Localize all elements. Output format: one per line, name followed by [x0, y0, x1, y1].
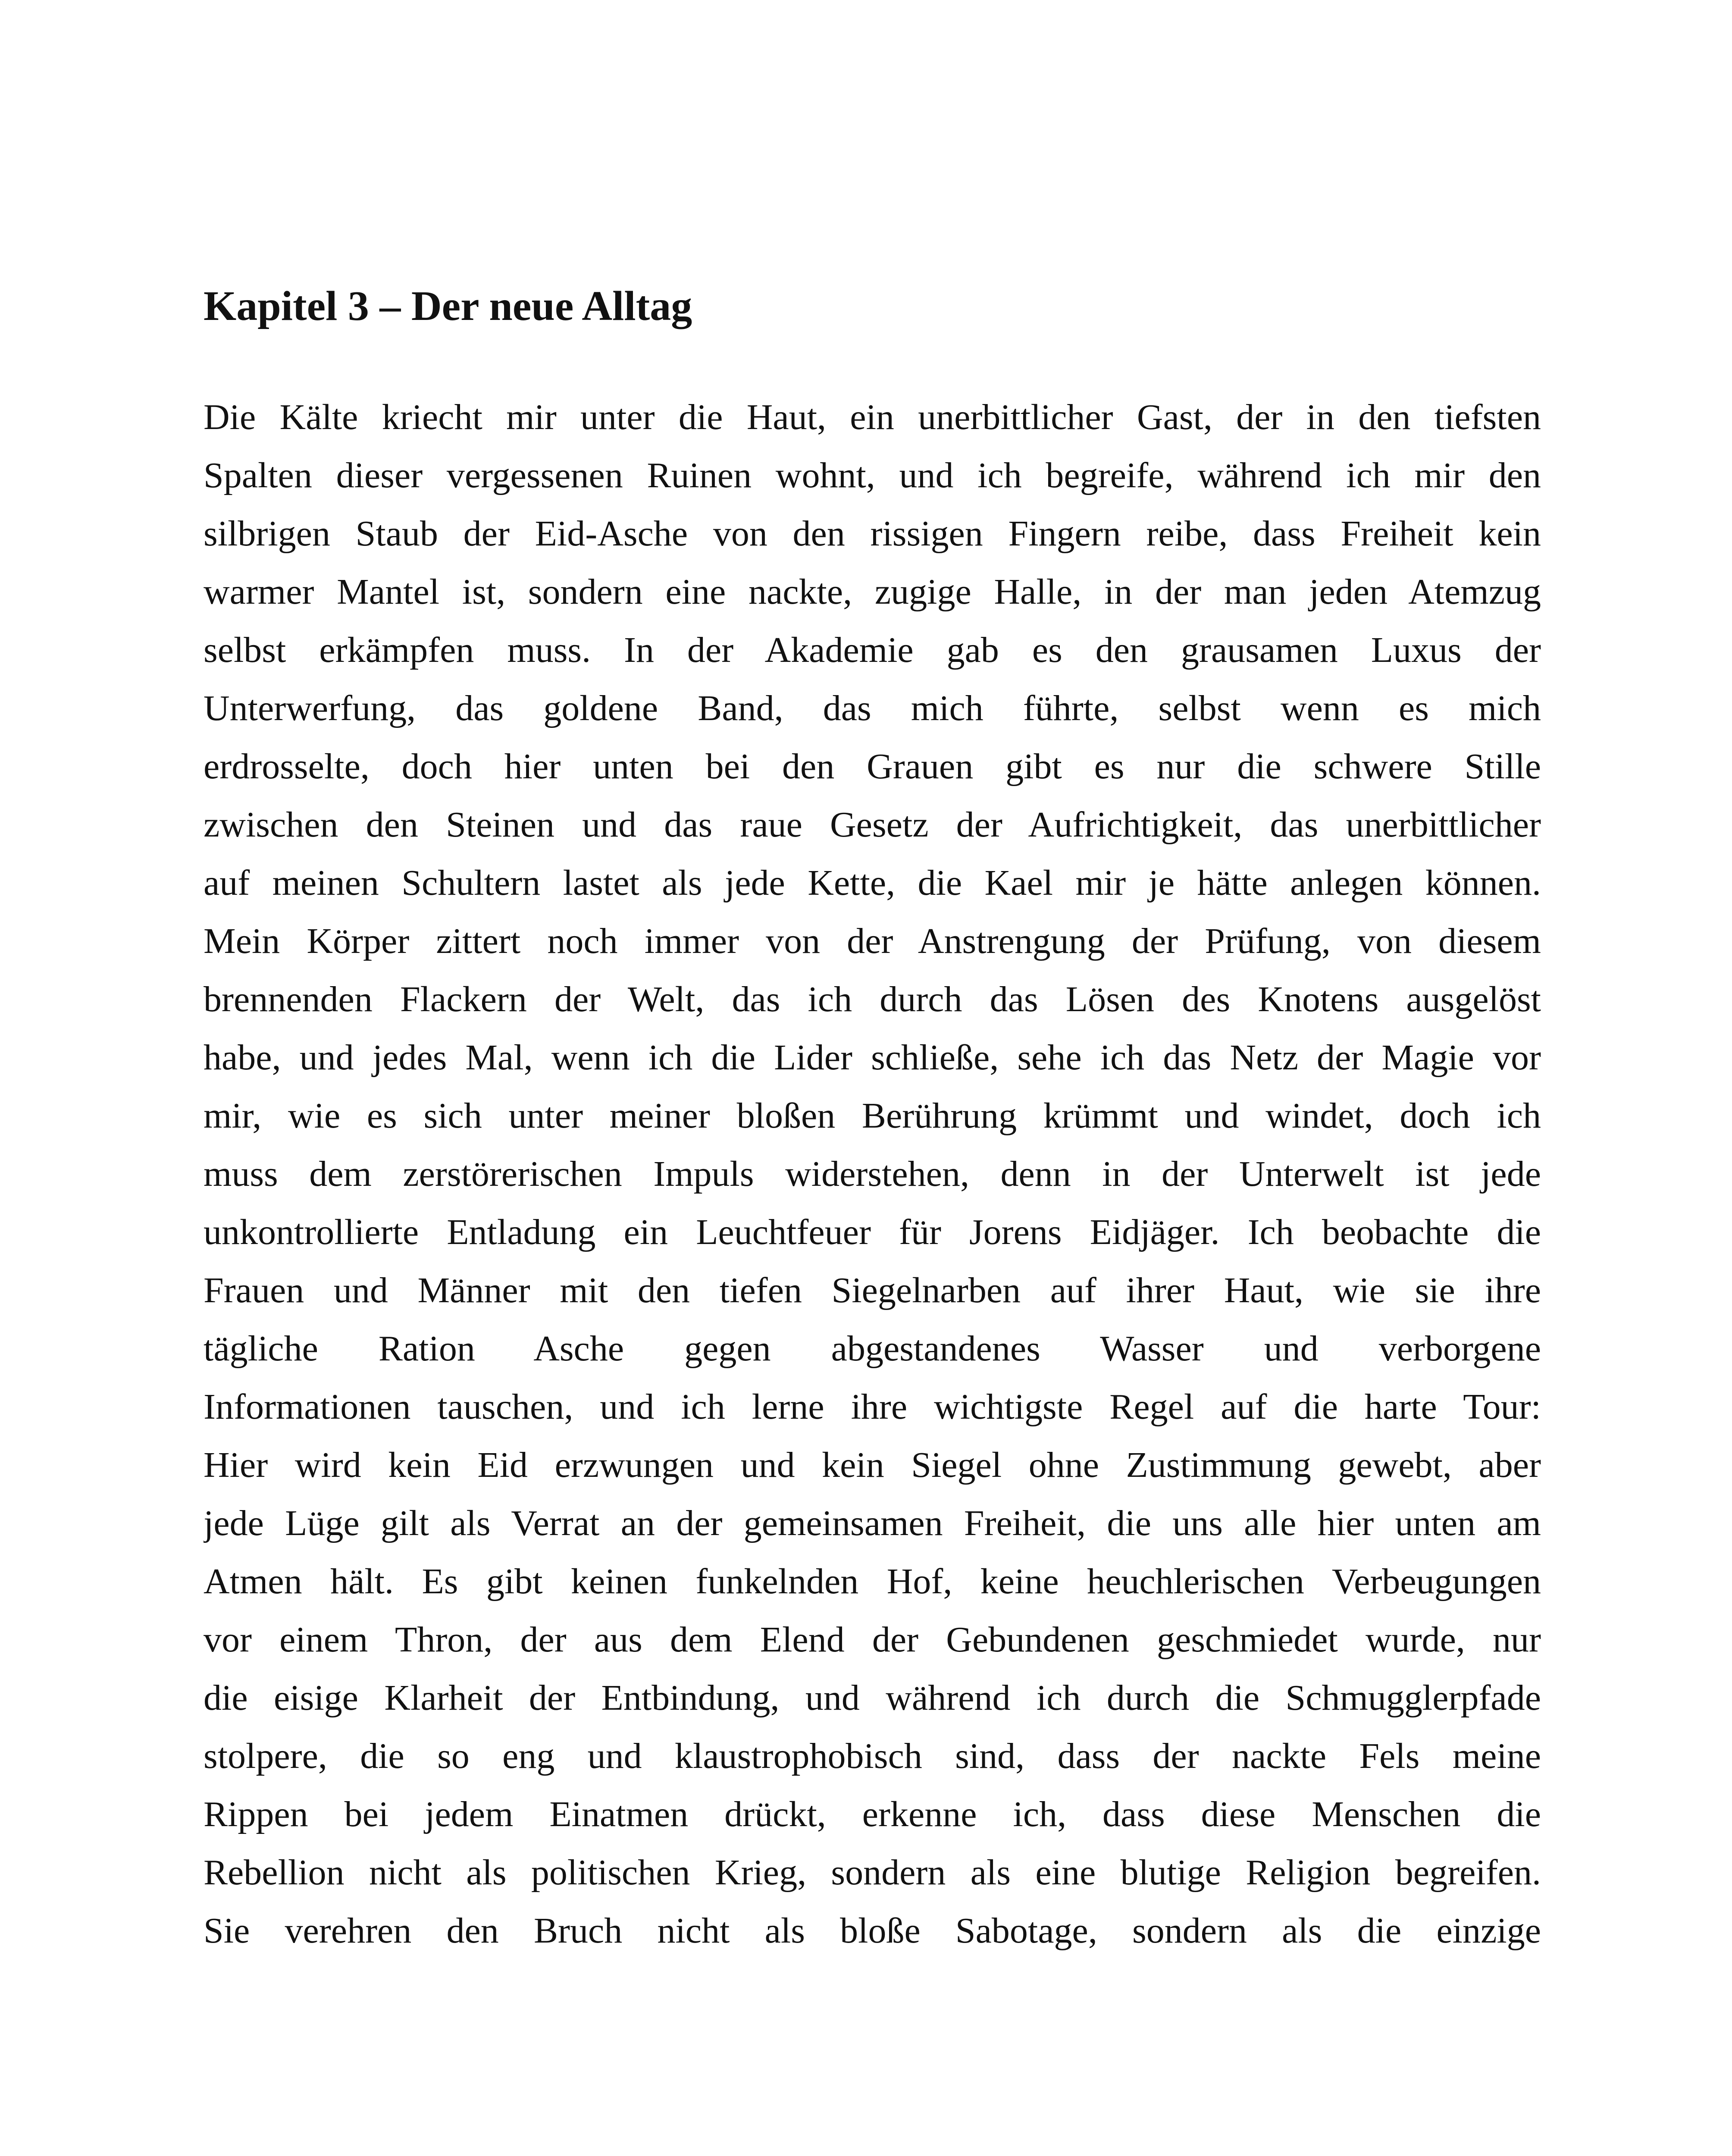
text-line: Rebellion nicht als politischen Krieg, sondern als eine blutige Religion begreifen. — [204, 1852, 1541, 1893]
text-line: Frauen und Männer mit den tiefen Siegelnarben auf ihrer Haut, wie sie ihre — [204, 1270, 1541, 1310]
chapter-body-paragraph — [204, 388, 1541, 1960]
text-line: habe, und jedes Mal, wenn ich die Lider schließe, sehe ich das Netz der Magie vor — [204, 1037, 1541, 1078]
text-line: warmer Mantel ist, sondern eine nackte, zugige Halle, in der man jeden Atemzug — [204, 572, 1541, 612]
text-line: Hier wird kein Eid erzwungen und kein Siegel ohne Zustimmung gewebt, aber — [204, 1445, 1541, 1485]
text-line: Atmen hält. Es gibt keinen funkelnden Hof, keine heuchlerischen Verbeugungen — [204, 1561, 1541, 1601]
text-line: jede Lüge gilt als Verrat an der gemeinsamen Freiheit, die uns alle hier unten am — [204, 1503, 1541, 1543]
text-line: Die Kälte kriecht mir unter die Haut, ein unerbittlicher Gast, der in den tiefsten — [204, 397, 1541, 437]
text-line: tägliche Ration Asche gegen abgestandenes Wasser und verborgene — [204, 1329, 1541, 1369]
text-line: Sie verehren den Bruch nicht als bloße Sabotage, sondern als die einzige — [204, 1911, 1541, 1951]
text-line: mir, wie es sich unter meiner bloßen Berührung krümmt und windet, doch ich — [204, 1096, 1541, 1136]
text-line: Spalten dieser vergessenen Ruinen wohnt, und ich begreife, während ich mir den — [204, 455, 1541, 495]
text-line: erdrosselte, doch hier unten bei den Grauen gibt es nur die schwere Stille — [204, 746, 1541, 787]
text-line: Rippen bei jedem Einatmen drückt, erkenne ich, dass diese Menschen die — [204, 1794, 1541, 1834]
text-line: Unterwerfung, das goldene Band, das mich führte, selbst wenn es mich — [204, 688, 1541, 728]
text-line: unkontrollierte Entladung ein Leuchtfeuer für Jorens Eidjäger. Ich beobachte die — [204, 1212, 1541, 1252]
text-line: silbrigen Staub der Eid-Asche von den rissigen Fingern reibe, dass Freiheit kein — [204, 514, 1541, 554]
text-line: zwischen den Steinen und das raue Gesetz der Aufrichtigkeit, das unerbittlicher — [204, 805, 1541, 845]
text-line: auf meinen Schultern lastet als jede Kette, die Kael mir je hätte anlegen können. — [204, 863, 1541, 903]
text-line: Mein Körper zittert noch immer von der Anstrengung der Prüfung, von diesem — [204, 921, 1541, 961]
text-line: muss dem zerstörerischen Impuls widerstehen, denn in der Unterwelt ist jede — [204, 1154, 1541, 1194]
text-line: selbst erkämpfen muss. In der Akademie gab es den grausamen Luxus der — [204, 630, 1541, 670]
chapter-content — [204, 276, 1541, 1960]
text-line: brennenden Flackern der Welt, das ich durch das Lösen des Knotens ausgelöst — [204, 979, 1541, 1019]
chapter-title: Kapitel 3 – Der neue Alltag — [204, 283, 692, 329]
text-line: die eisige Klarheit der Entbindung, und während ich durch die Schmugglerpfade — [204, 1678, 1541, 1718]
text-line: vor einem Thron, der aus dem Elend der Gebundenen geschmiedet wurde, nur — [204, 1620, 1541, 1660]
text-line: stolpere, die so eng und klaustrophobisch sind, dass der nackte Fels meine — [204, 1736, 1541, 1776]
text-line: Informationen tauschen, und ich lerne ihre wichtigste Regel auf die harte Tour: — [204, 1387, 1541, 1427]
